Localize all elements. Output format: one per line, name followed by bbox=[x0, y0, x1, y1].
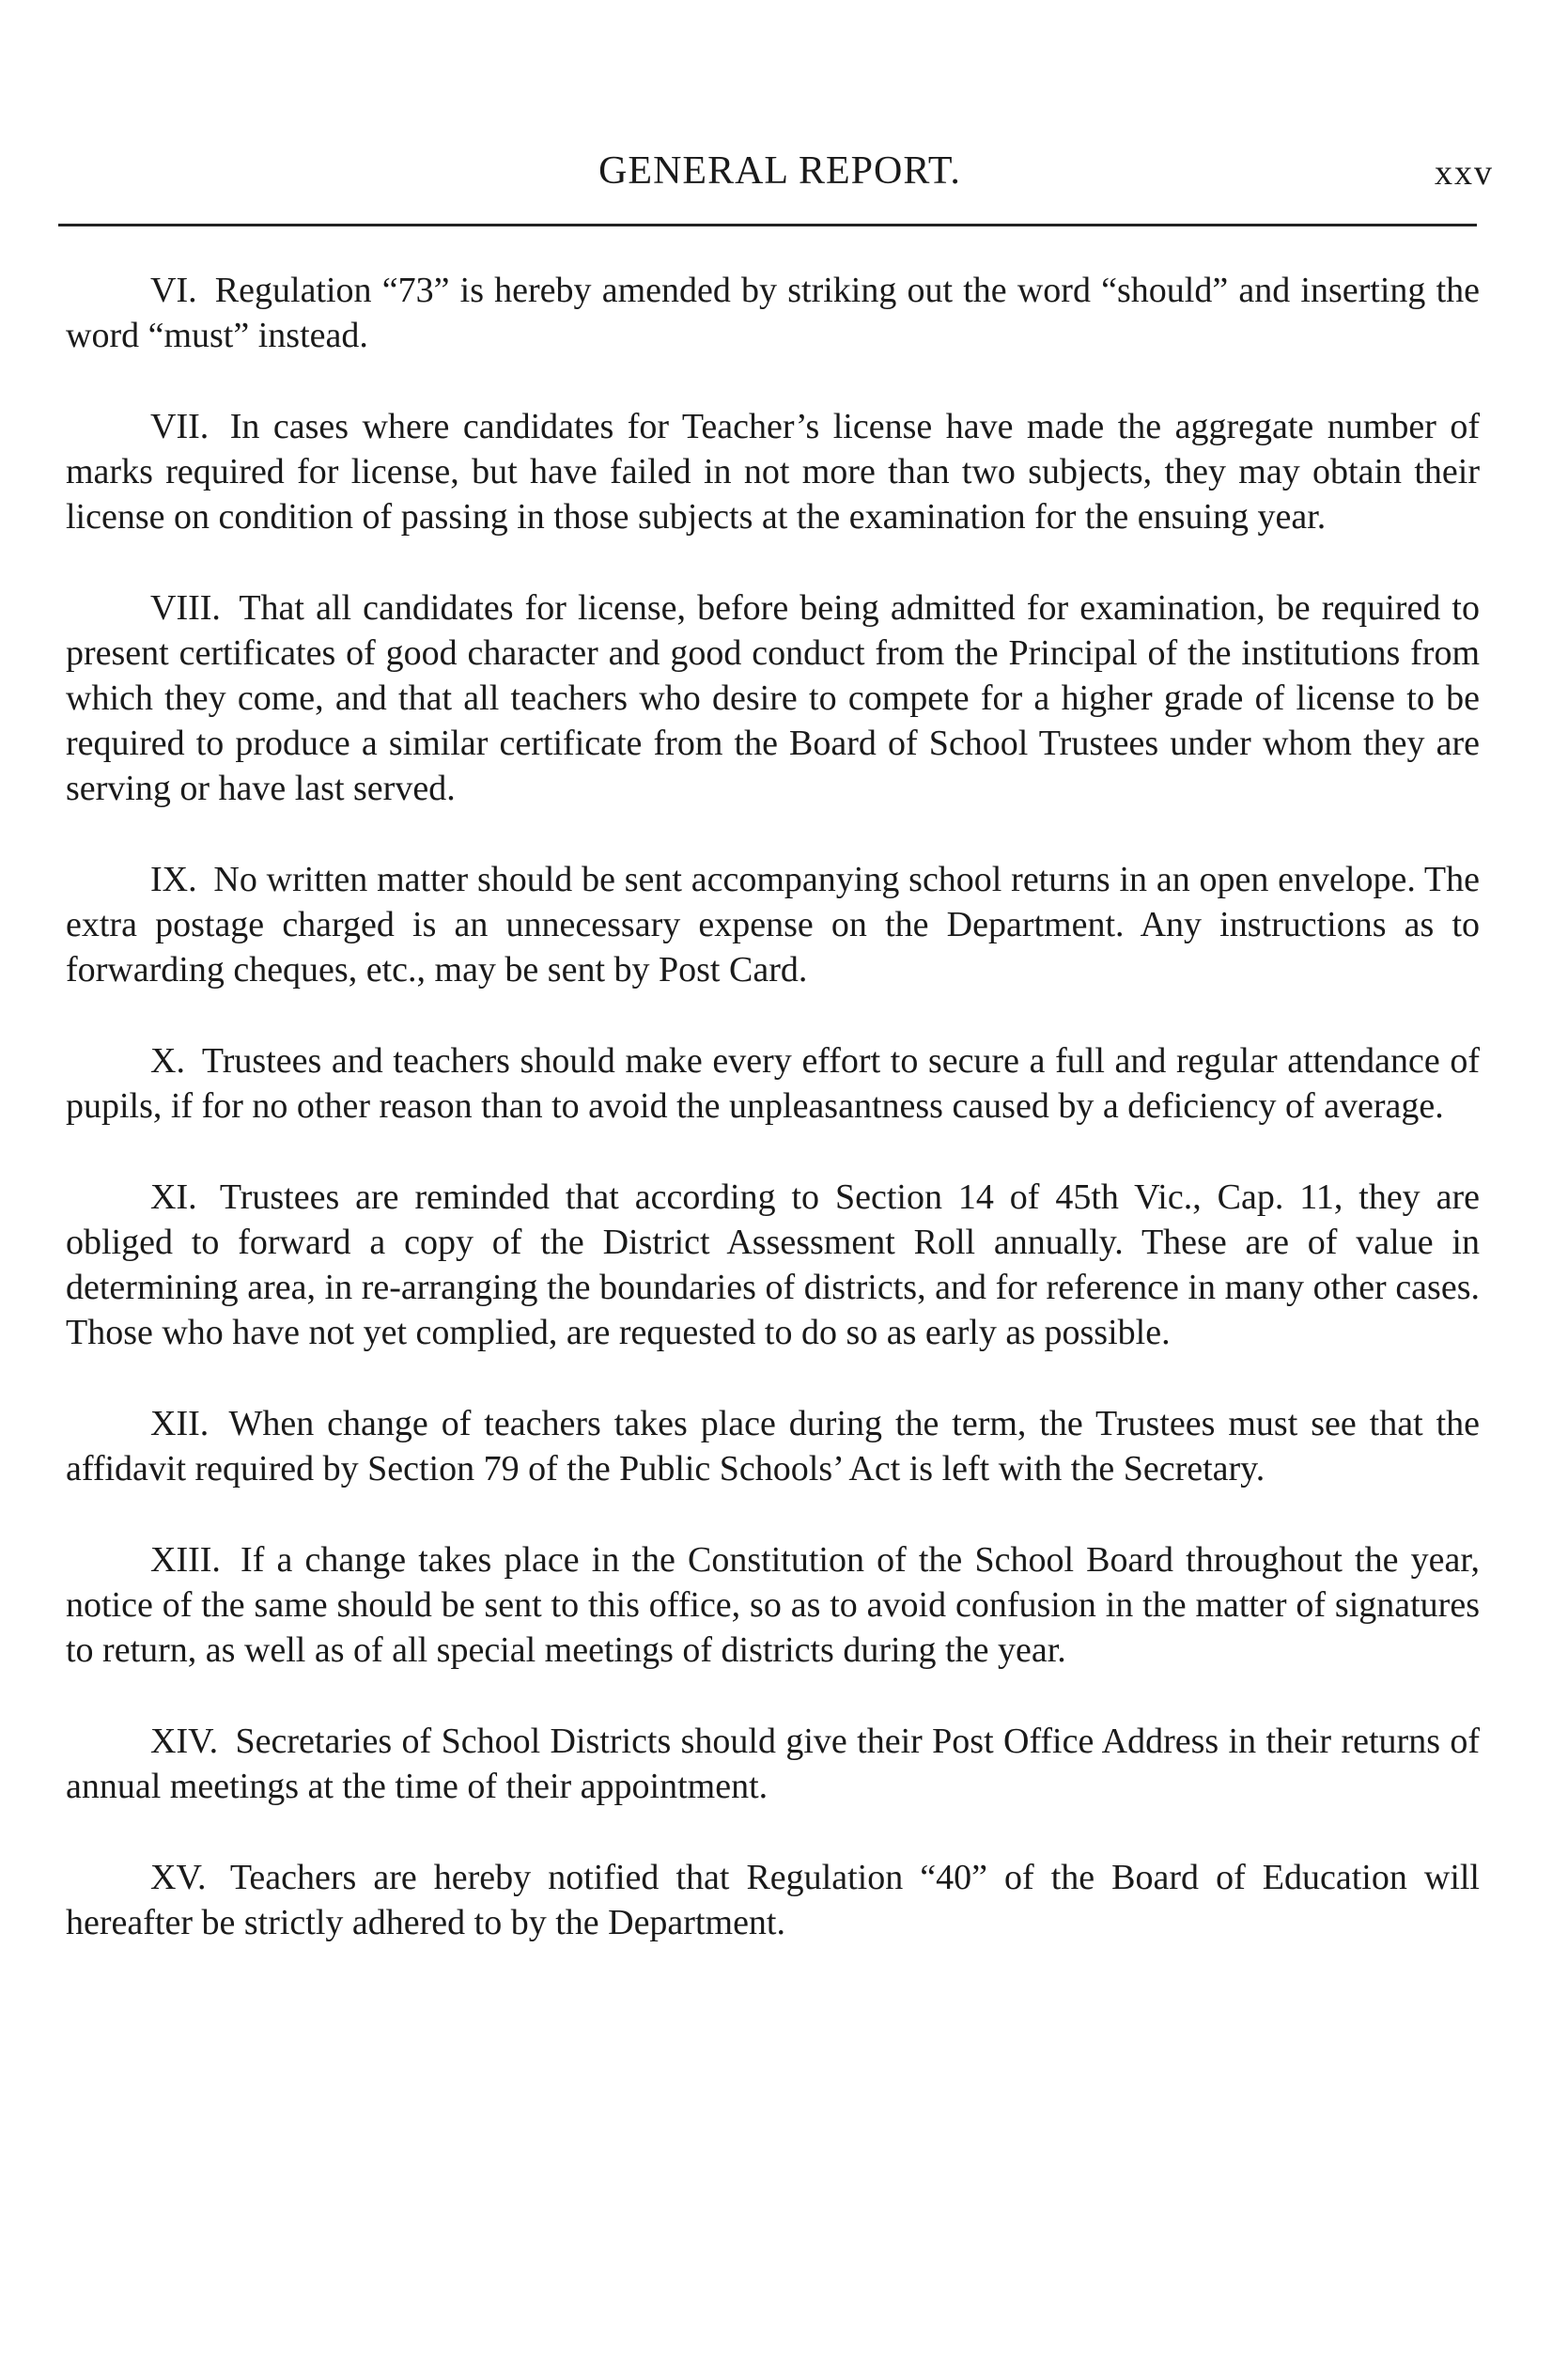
paragraph-number: VII. bbox=[150, 407, 210, 446]
paragraph-text: If a change takes place in the Constitution of the School Board throughout the year, notice of the same should be sent to this office, so as to avoid confusion in the matter of signatures to return, as well as of all special meetings of districts during the year. bbox=[66, 1540, 1480, 1670]
paragraph-text: When change of teachers takes place during the term, the Trustees must see that the affidavit required by Section 79 of the Public Schools’ Act is left with the Secretary. bbox=[66, 1404, 1480, 1488]
paragraph-text: No written matter should be sent accompanying school returns in an open envelope. The extra postage charged is an unnecessary expense on the Department. Any instructions as to forwarding cheques, etc., may be sent by Post Card. bbox=[66, 860, 1481, 990]
report-body bbox=[66, 268, 1480, 1991]
document-page bbox=[66, 0, 1494, 2369]
paragraph-text: Teachers are hereby notified that Regulation “40” of the Board of Education will hereafter be strictly adhered to by the Department. bbox=[66, 1858, 1480, 1942]
paragraph-ix bbox=[66, 857, 1480, 992]
paragraph-number: VIII. bbox=[150, 588, 221, 628]
paragraph-viii bbox=[66, 585, 1480, 811]
paragraph-xi bbox=[66, 1175, 1480, 1355]
paragraph-text: Regulation “73” is hereby amended by striking out the word “should” and inserting the word “must” instead. bbox=[66, 271, 1481, 355]
header-rule bbox=[58, 224, 1477, 226]
running-title: GENERAL REPORT. bbox=[598, 149, 961, 193]
paragraph-number: X. bbox=[150, 1041, 185, 1081]
paragraph-number: XIII. bbox=[150, 1540, 221, 1580]
paragraph-vi bbox=[66, 268, 1480, 358]
paragraph-number: IX. bbox=[150, 860, 197, 899]
paragraph-text: That all candidates for license, before being admitted for examination, be required to present certificates of good character and good conduct from the Principal of the institutions from which they come, and that all teachers who desire to compete for a higher grade of license to be required to produce a similar certificate from the Board of School Trustees under whom they are serving or have last served. bbox=[66, 588, 1480, 808]
paragraph-text: Secretaries of School Districts should give their Post Office Address in their returns of annual meetings at the time of their appointment. bbox=[66, 1722, 1480, 1806]
paragraph-text: Trustees and teachers should make every effort to secure a full and regular attendance of pupils, if for no other reason than to avoid the unpleasantness caused by a deficiency of average. bbox=[66, 1041, 1480, 1126]
paragraph-text: Trustees are reminded that according to Section 14 of 45th Vic., Cap. 11, they are obliged to forward a copy of the District Assessment Roll annually. These are of value in determining area, in re-arranging the boundaries of districts, and for reference in many other cases. Those who have not yet complied, are requested to do so as early as possible. bbox=[66, 1177, 1480, 1352]
paragraph-number: XII. bbox=[150, 1404, 210, 1443]
paragraph-text: In cases where candidates for Teacher’s license have made the aggregate number of marks required for license, but have failed in not more than two subjects, they may obtain their license on condition of passing in those subjects at the examination for the ensuing year. bbox=[66, 407, 1480, 537]
paragraph-xiv bbox=[66, 1719, 1480, 1809]
paragraph-number: VI. bbox=[150, 271, 197, 310]
paragraph-x bbox=[66, 1038, 1480, 1129]
page-number: xxv bbox=[1435, 153, 1494, 193]
paragraph-number: XI. bbox=[150, 1177, 197, 1217]
paragraph-xiii bbox=[66, 1537, 1480, 1673]
page-header bbox=[66, 139, 1494, 195]
paragraph-vii bbox=[66, 404, 1480, 539]
paragraph-number: XIV. bbox=[150, 1722, 219, 1761]
paragraph-xv bbox=[66, 1855, 1480, 1945]
paragraph-xii bbox=[66, 1401, 1480, 1491]
paragraph-number: XV. bbox=[150, 1858, 207, 1897]
